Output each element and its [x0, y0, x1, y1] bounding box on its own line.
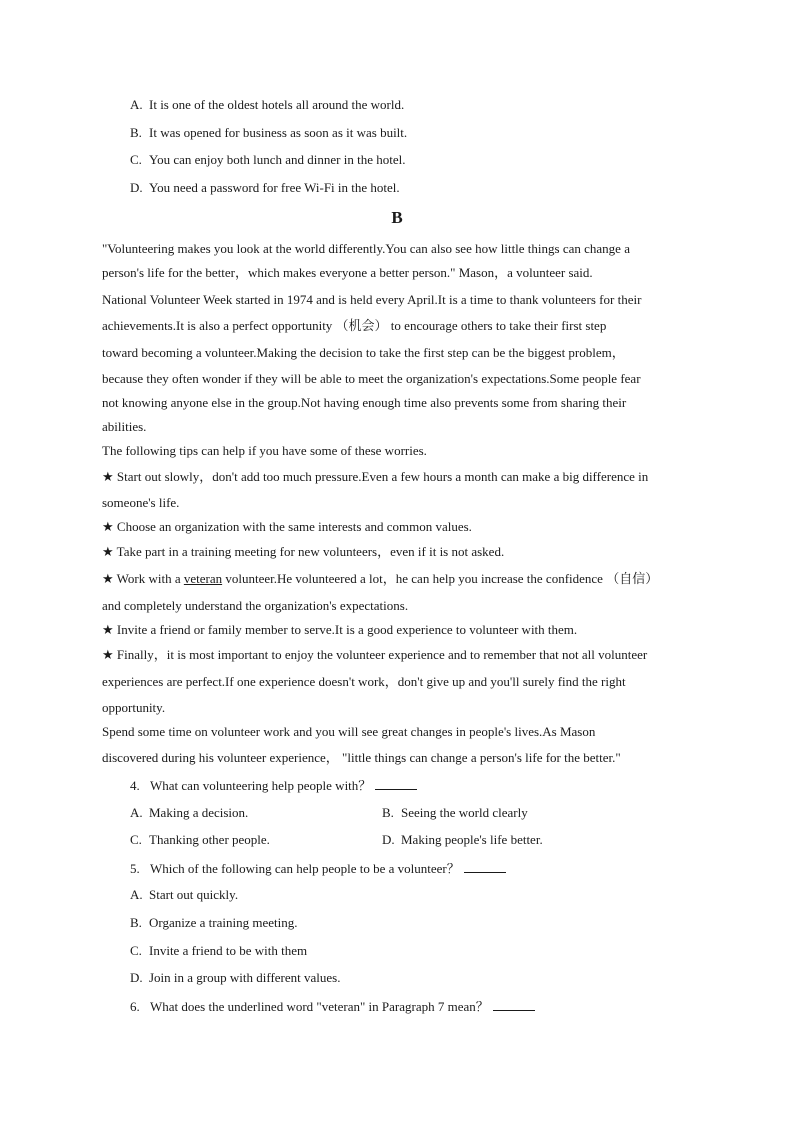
option-text: Invite a friend to be with them: [149, 943, 308, 958]
q4-option-d[interactable]: [382, 832, 543, 848]
option-letter: D.: [130, 970, 143, 985]
tip-line: ★ Choose an organization with the same interests and common values.: [102, 519, 472, 534]
option-text: Making a decision.: [149, 805, 249, 820]
option-text: You need a password for free Wi-Fi in the hotel.: [149, 180, 400, 195]
passage-line: toward becoming a volunteer.Making the decision to take the first step can be the biggest problem，: [102, 345, 625, 360]
option-text: Join in a group with different values.: [149, 970, 341, 985]
tip-line: ★ Finally，it is most important to enjoy the volunteer experience and to remember that not all volunteer: [102, 647, 648, 662]
q5-option-a[interactable]: [130, 887, 238, 903]
q4-option-a[interactable]: [130, 805, 248, 821]
option-text: Organize a training meeting.: [149, 915, 298, 930]
option-text: Seeing the world clearly: [401, 805, 528, 820]
question-5: [130, 860, 506, 877]
option-letter: A.: [130, 805, 143, 820]
question-text: What can volunteering help people with？: [150, 778, 372, 793]
tip-line: ★ Take part in a training meeting for new volunteers，even if it is not asked.: [102, 544, 505, 559]
answer-blank[interactable]: [464, 860, 506, 873]
option-text: It was opened for business as soon as it was built.: [149, 125, 408, 140]
question-text: Which of the following can help people to be a volunteer？: [150, 861, 460, 876]
passage-line: The following tips can help if you have some of these worries.: [102, 443, 427, 458]
option-letter: D.: [382, 832, 395, 847]
passage-line: because they often wonder if they will be able to meet the organization's expectations.Some people fear: [102, 371, 641, 386]
option-letter: C.: [130, 152, 142, 167]
tip-line: and completely understand the organization's expectations.: [102, 598, 409, 613]
tip-text: ★ Work with a: [102, 571, 184, 586]
option-letter: A.: [130, 887, 143, 902]
q4-option-c[interactable]: [130, 832, 270, 848]
q4-option-b[interactable]: [382, 805, 528, 821]
option-text: Making people's life better.: [401, 832, 543, 847]
passage-line: "Volunteering makes you look at the world differently.You can also see how little things can change a: [102, 241, 630, 256]
section-title: B: [391, 208, 403, 227]
option-letter: B.: [382, 805, 394, 820]
option-letter: C.: [130, 943, 142, 958]
prev-option-a: [130, 97, 404, 113]
prev-option-c: [130, 152, 405, 168]
option-text: It is one of the oldest hotels all around the world.: [149, 97, 405, 112]
prev-option-b: [130, 125, 407, 141]
option-letter: C.: [130, 832, 142, 847]
q5-option-b[interactable]: [130, 915, 297, 931]
passage-line: abilities.: [102, 419, 147, 434]
answer-blank[interactable]: [375, 777, 417, 790]
question-number: 6.: [130, 999, 140, 1014]
passage-line: achievements.It is also a perfect opportunity （机会） to encourage others to take their first step: [102, 318, 607, 333]
passage-line: person's life for the better，which makes everyone a better person." Mason，a volunteer said.: [102, 265, 593, 280]
option-text: Start out quickly.: [149, 887, 239, 902]
tip-line: opportunity.: [102, 700, 166, 715]
question-number: 5.: [130, 861, 140, 876]
tip-line: [102, 571, 658, 587]
passage-line: National Volunteer Week started in 1974 and is held every April.It is a time to thank volunteers for their: [102, 292, 642, 307]
tip-line: ★ Invite a friend or family member to serve.It is a good experience to volunteer with them.: [102, 622, 578, 637]
option-letter: A.: [130, 97, 143, 112]
tip-text: volunteer.He volunteered a lot，he can help you increase the confidence （自信）: [222, 571, 659, 586]
tip-line: ★ Start out slowly，don't add too much pressure.Even a few hours a month can make a big difference in: [102, 469, 649, 484]
passage-line: not knowing anyone else in the group.Not having enough time also prevents some from sharing their: [102, 395, 627, 410]
q5-option-d[interactable]: [130, 970, 340, 986]
option-letter: B.: [130, 125, 142, 140]
question-4: [130, 777, 417, 794]
passage-line: Spend some time on volunteer work and you will see great changes in people's lives.As Mason: [102, 724, 596, 739]
option-letter: B.: [130, 915, 142, 930]
question-text: What does the underlined word "veteran" in Paragraph 7 mean？: [150, 999, 489, 1014]
prev-option-d: [130, 180, 400, 196]
option-text: Thanking other people.: [149, 832, 270, 847]
question-number: 4.: [130, 778, 140, 793]
tip-line: experiences are perfect.If one experience doesn't work，don't give up and you'll surely find the right: [102, 674, 626, 689]
option-text: You can enjoy both lunch and dinner in the hotel.: [149, 152, 406, 167]
option-letter: D.: [130, 180, 143, 195]
question-6: [130, 998, 535, 1015]
answer-blank[interactable]: [493, 998, 535, 1011]
tip-line: someone's life.: [102, 495, 180, 510]
underlined-word-veteran: veteran: [183, 571, 223, 586]
passage-line: discovered during his volunteer experience， "little things can change a person's life for the better.": [102, 750, 621, 765]
q5-option-c[interactable]: [130, 943, 307, 959]
